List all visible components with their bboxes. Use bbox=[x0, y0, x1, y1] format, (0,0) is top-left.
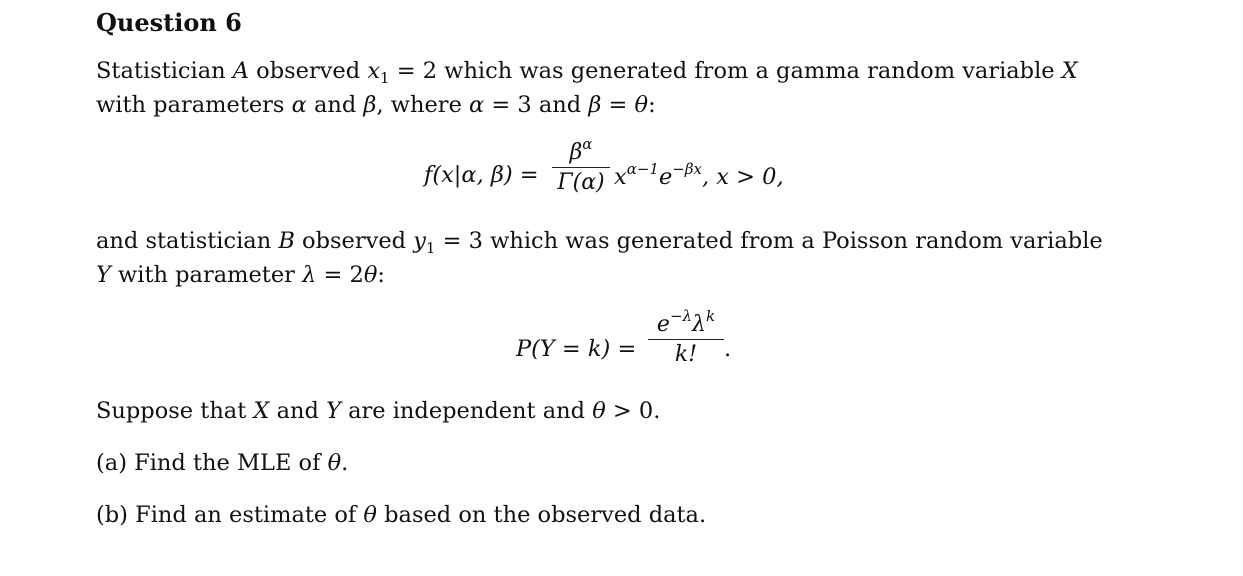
text: based on the observed data. bbox=[376, 502, 707, 528]
symbol-lambda: λ bbox=[302, 262, 317, 288]
text: = 2 which was generated from a gamma random variable bbox=[389, 58, 1062, 84]
symbol-X: X bbox=[253, 398, 270, 424]
question-title: Question 6 bbox=[96, 8, 242, 37]
numerator-lambda-exponent: k bbox=[705, 307, 716, 325]
x-base: x bbox=[614, 164, 627, 190]
symbol-theta: θ bbox=[363, 262, 378, 288]
text: with parameter bbox=[110, 262, 303, 288]
numerator-lambda: λ bbox=[692, 312, 706, 337]
text: = 2 bbox=[316, 262, 364, 288]
fraction-numerator bbox=[552, 135, 610, 168]
subscript-1: 1 bbox=[425, 239, 436, 257]
poisson-pmf-lhs: P(Y = k) = bbox=[516, 336, 637, 362]
fraction-denominator: Γ(α) bbox=[557, 170, 605, 195]
symbol-Y: Y bbox=[96, 262, 111, 288]
text: = bbox=[601, 92, 635, 118]
poisson-pmf-period: . bbox=[724, 336, 732, 362]
numerator-beta: β bbox=[569, 140, 583, 165]
text: . bbox=[341, 450, 349, 476]
text: = 3 which was generated from a Poisson random variable bbox=[435, 228, 1103, 254]
symbol-beta: β bbox=[363, 92, 377, 118]
symbol-alpha: α bbox=[469, 92, 485, 118]
text: Statistician bbox=[96, 58, 233, 84]
symbol-X: X bbox=[1061, 58, 1078, 84]
text: observed bbox=[294, 228, 414, 254]
subscript-1: 1 bbox=[380, 69, 390, 87]
paragraph-2-line-1 bbox=[96, 228, 1103, 257]
text: , where bbox=[376, 92, 470, 118]
poisson-pmf-fraction bbox=[648, 307, 724, 367]
symbol-Y: Y bbox=[326, 398, 341, 424]
text: Suppose that bbox=[96, 398, 254, 424]
symbol-theta: θ bbox=[634, 92, 649, 118]
paragraph-2-line-2 bbox=[96, 262, 385, 288]
numerator-e-exponent: −λ bbox=[669, 307, 693, 325]
symbol-alpha: α bbox=[291, 92, 307, 118]
gamma-pdf-rhs bbox=[614, 160, 784, 190]
numerator-exponent: α bbox=[582, 135, 593, 153]
part-a bbox=[96, 450, 348, 476]
symbol-y: y bbox=[413, 228, 426, 254]
text: : bbox=[648, 92, 656, 118]
symbol-B: B bbox=[278, 228, 295, 254]
gamma-pdf-lhs: f(x|α, β) = bbox=[424, 162, 539, 188]
symbol-theta: θ bbox=[363, 502, 377, 528]
e-base: e bbox=[658, 164, 673, 190]
symbol-theta: θ bbox=[592, 398, 606, 424]
text: and bbox=[306, 92, 364, 118]
part-b bbox=[96, 502, 706, 528]
text: with parameters bbox=[96, 92, 292, 118]
text: : bbox=[377, 262, 385, 288]
paragraph-1-line-1 bbox=[96, 58, 1078, 87]
text: (b) Find an estimate of bbox=[96, 502, 364, 528]
paragraph-1-line-2 bbox=[96, 92, 656, 118]
text: are independent and bbox=[340, 398, 593, 424]
text: and bbox=[269, 398, 327, 424]
symbol-A: A bbox=[232, 58, 249, 84]
gamma-pdf-fraction bbox=[552, 135, 610, 195]
text: = 3 and bbox=[484, 92, 589, 118]
x-exponent: α−1 bbox=[626, 160, 659, 178]
text: and statistician bbox=[96, 228, 279, 254]
text: > 0. bbox=[605, 398, 661, 424]
symbol-x: x bbox=[367, 58, 381, 84]
e-exponent: −βx bbox=[672, 160, 702, 178]
fraction-denominator: k! bbox=[674, 342, 698, 367]
condition: , x > 0, bbox=[701, 164, 784, 190]
text: (a) Find the MLE of bbox=[96, 450, 328, 476]
symbol-beta: β bbox=[588, 92, 602, 118]
numerator-e: e bbox=[656, 312, 670, 337]
fraction-numerator bbox=[648, 307, 724, 340]
assumption-line bbox=[96, 398, 660, 424]
text: observed bbox=[249, 58, 368, 84]
symbol-theta: θ bbox=[327, 450, 342, 476]
